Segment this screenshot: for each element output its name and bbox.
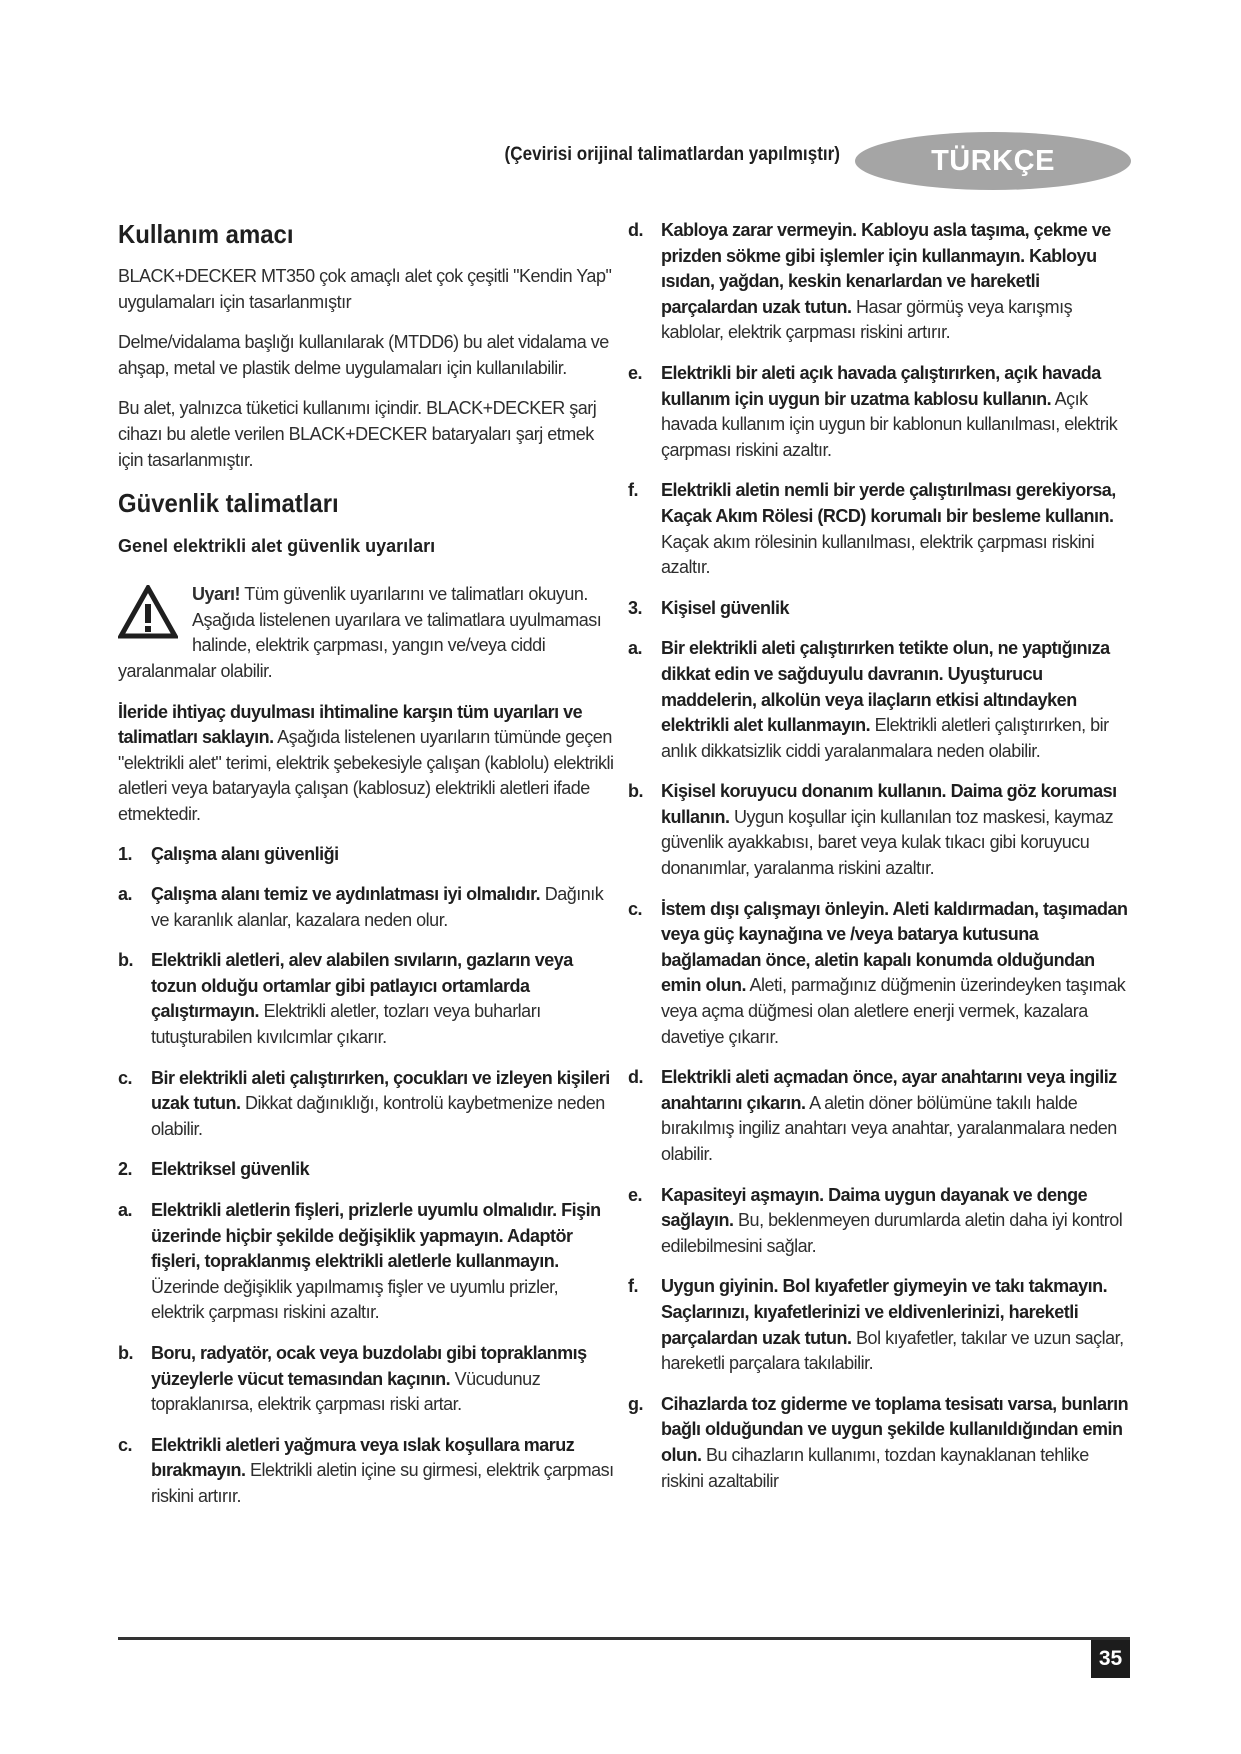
list-item: f. Elektrikli aletin nemli bir yerde çalıştırılması gerekiyorsa, Kaçak Akım Rölesi (RCD) korumalı bir besleme kullanın. Kaçak akım rölesinin kullanılması, elektrik çarpması riskini azaltır. <box>628 480 1116 578</box>
save-instructions-text: Aşağıda listelenen uyarıların tümünde geçen "elektrikli alet" terimi, elektrik şebekesiyle çalışan (kablolu) elektrikli aletleri veya bataryayla çalışan (kablosuz) elektrikli aletleri ifade etmektedir. <box>118 727 614 824</box>
save-instructions-bold: İleride ihtiyaç duyulması ihtimaline karşın tüm uyarıları ve talimatları saklayın. <box>118 701 583 748</box>
list-item: c. Elektrikli aletleri yağmura veya ıslak koşullara maruz bırakmayın. Elektrikli aletin içine su girmesi, elektrik çarpması riskini artırır. <box>118 1434 614 1506</box>
list-item: f. Uygun giyinin. Bol kıyafetler giymeyin ve takı takmayın. Saçlarınızı, kıyafetlerinizi ve eldivenlerinizi, hareketli parçalardan uzak tutun. Bol kıyafetler, takılar ve uzun saçlar, hareketli parçalara takılabilir. <box>628 1276 1124 1374</box>
list-item: a. Elektrikli aletlerin fişleri, prizlerle uyumlu olmalıdır. Fişin üzerinde hiçbir şekilde değişiklik yapmayın. Adaptör fişleri, topraklanmış elektrikli aletlerle kullanmayın. Üzerinde değişiklik yapılmamış fişler ve uyumlu prizler, elektrik çarpması riskini azaltır. <box>118 1200 601 1323</box>
warning-block <box>118 573 614 684</box>
right-column <box>628 218 1130 1494</box>
list-item: b. Boru, radyatör, ocak veya buzdolabı gibi topraklanmış yüzeylerle vücut temasından kaçının. Vücudunuz topraklanırsa, elektrik çarpması riski artar. <box>118 1343 587 1415</box>
list-item: e. Elektrikli bir aleti açık havada çalıştırırken, açık havada kullanım için uygun bir uzatma kablosu kullanın. Açık havada kullanım için uygun bir kablonun kullanılması, elektrik çarpması riskini azaltır. <box>628 362 1118 460</box>
language-tab <box>855 132 1131 190</box>
list-item: c. İstem dışı çalışmayı önleyin. Aleti kaldırmadan, taşımadan veya güç kaynağına ve /veya batarya kutusuna bağlamadan önce, aletin kapalı konumda olduğundan emin olun. Aleti, parmağınız düğmenin üzerindeyken taşımak veya açma düğmesi olan aletlere enerji vermek, kazalara davetiye çıkarır. <box>628 898 1128 1047</box>
list-item: d. Kabloya zarar vermeyin. Kabloyu asla taşıma, çekme ve prizden sökme gibi işlemler için kullanmayın. Kabloyu ısıdan, yağdan, keskin kenarlardan ve hareketli parçalardan uzak tutun. Hasar görmüş veya karışmış kablolar, elektrik çarpması riskini artırır. <box>628 220 1111 343</box>
heading-safety: Güvenlik talimatları <box>118 488 339 519</box>
list-item: g. Cihazlarda toz giderme ve toplama tesisatı varsa, bunların bağlı olduğundan ve uygun şekilde kullanıldığından emin olun. Bu cihazların kullanımı, tozdan kaynaklanan tehlike riskini azaltabilir <box>628 1393 1129 1491</box>
warning-text: Tüm güvenlik uyarılarını ve talimatları okuyun. Aşağıda listelenen uyarılara ve talimatlara uyulmaması halinde, elektrik çarpması, yangın ve/veya ciddi yaralanmalar olabilir. <box>118 584 602 681</box>
list-item: a. Bir elektrikli aleti çalıştırırken tetikte olun, ne yaptığınıza dikkat edin ve sağduyulu davranın. Uyuşturucu maddelerin, alkolün veya ilaçların etkisi altındayken elektrikli alet kullanmayın. Elektrikli aletleri çalıştırırken, bir anlık dikkatsizlik ciddi yaralanmalara neden olabilir. <box>628 638 1110 761</box>
footer-rule <box>118 1637 1130 1640</box>
left-column <box>118 218 614 1510</box>
page-number: 35 <box>1091 1640 1130 1678</box>
intended-use-paragraph-3: Bu alet, yalnızca tüketici kullanımı içindir. BLACK+DECKER şarj cihazı bu aletle verilen BLACK+DECKER bataryaları şarj etmek için tasarlanmıştır. <box>118 398 597 470</box>
warning-label: Uyarı! <box>192 584 241 605</box>
list-item: b. Elektrikli aletleri, alev alabilen sıvıların, gazların veya tozun olduğu ortamlar gibi patlayıcı ortamlarda çalıştırmayın. Elektrikli aletler, tozları veya buharları tutuşturabilen kıvılcımlar çıkarır. <box>118 950 573 1048</box>
warning-triangle-icon <box>118 585 178 639</box>
list-item: e. Kapasiteyi aşmayın. Daima uygun dayanak ve denge sağlayın. Bu, beklenmeyen durumlarda aletin daha iyi kontrol edilebilmesini sağlar. <box>628 1184 1123 1256</box>
language-tab-label: TÜRKÇE <box>931 144 1055 177</box>
list-item: c. Bir elektrikli aleti çalıştırırken, çocukları ve izleyen kişileri uzak tutun. Dikkat dağınıklığı, kontrolü kaybetmenize neden olabilir. <box>118 1067 610 1139</box>
section-1-heading: 1. Çalışma alanı güvenliği <box>118 843 339 864</box>
translation-note: (Çevirisi orijinal talimatlardan yapılmıştır) <box>504 144 840 165</box>
heading-intended-use: Kullanım amacı <box>118 219 294 249</box>
list-item: a. Çalışma alanı temiz ve aydınlatması iyi olmalıdır. Dağınık ve karanlık alanlar, kazalara neden olur. <box>118 884 604 930</box>
section-3-heading: 3. Kişisel güvenlik <box>628 597 790 618</box>
subheading-general-warnings: Genel elektrikli alet güvenlik uyarıları <box>118 536 436 557</box>
intended-use-paragraph-1: BLACK+DECKER MT350 çok amaçlı alet çok çeşitli "Kendin Yap" uygulamaları için tasarlanmıştır <box>118 266 612 312</box>
list-item: b. Kişisel koruyucu donanım kullanın. Daima göz koruması kullanın. Uygun koşullar için kullanılan toz maskesi, kaymaz güvenlik ayakkabısı, baret veya kulak tıkacı gibi koruyucu donanımlar, yaralanma riskini azaltır. <box>628 781 1117 879</box>
list-item: d. Elektrikli aleti açmadan önce, ayar anahtarını veya ingiliz anahtarını çıkarın. A aletin döner bölümüne takılı halde bırakılmış ingiliz anahtarı veya anahtar, yaralanmalara neden olabilir. <box>628 1067 1117 1164</box>
intended-use-paragraph-2: Delme/vidalama başlığı kullanılarak (MTDD6) bu alet vidalama ve ahşap, metal ve plastik delme uygulamaları için kullanılabilir. <box>118 332 609 378</box>
section-2-heading: 2. Elektriksel güvenlik <box>118 1159 310 1180</box>
save-instructions <box>118 700 614 828</box>
